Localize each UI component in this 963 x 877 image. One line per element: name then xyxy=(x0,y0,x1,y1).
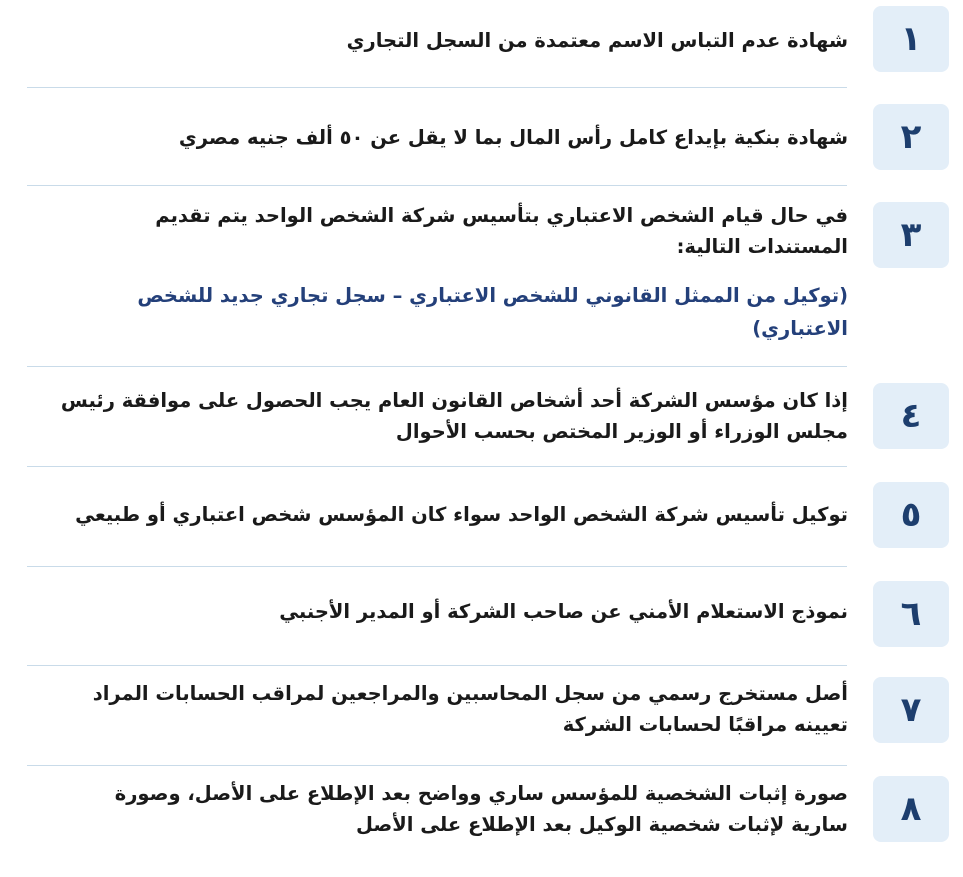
item-note-line: (توكيل من الممثل القانوني للشخص الاعتباري – سجل تجاري جديد للشخص xyxy=(137,284,848,307)
item-text xyxy=(18,678,848,740)
item-text xyxy=(18,385,848,447)
divider xyxy=(27,185,847,186)
item-text xyxy=(18,25,848,56)
item-text xyxy=(18,778,848,840)
item-text-line: سارية لإثبات شخصية الوكيل بعد الإطلاع على الأصل xyxy=(355,813,848,836)
item-text xyxy=(18,499,848,530)
divider xyxy=(27,366,847,367)
item-text-line: تعيينه مراقبًا لحسابات الشركة xyxy=(562,713,848,736)
divider xyxy=(27,87,847,88)
item-text-line: شهادة عدم التباس الاسم معتمدة من السجل التجاري xyxy=(346,29,848,52)
item-text-line: مجلس الوزراء أو الوزير المختص بحسب الأحوال xyxy=(395,420,848,443)
item-note-line: الاعتباري) xyxy=(752,317,848,340)
item-text xyxy=(18,200,848,262)
divider xyxy=(27,566,847,567)
divider xyxy=(27,466,847,467)
item-text-line: شهادة بنكية بإيداع كامل رأس المال بما لا يقل عن ٥٠ ألف جنيه مصري xyxy=(178,126,848,149)
item-number-badge: ٢ xyxy=(873,104,949,170)
item-number-badge: ٧ xyxy=(873,677,949,743)
item-text xyxy=(18,596,848,627)
item-number-badge: ٤ xyxy=(873,383,949,449)
item-text-line: صورة إثبات الشخصية للمؤسس ساري وواضح بعد الإطلاع على الأصل، وصورة xyxy=(114,782,848,805)
item-number-badge: ٥ xyxy=(873,482,949,548)
item-text-line: نموذج الاستعلام الأمني عن صاحب الشركة أو المدير الأجنبي xyxy=(279,600,848,623)
item-text-line: أصل مستخرج رسمي من سجل المحاسبين والمراجعين لمراقب الحسابات المراد xyxy=(92,682,848,705)
item-text xyxy=(18,122,848,153)
divider xyxy=(27,665,847,666)
item-text-line: توكيل تأسيس شركة الشخص الواحد سواء كان المؤسس شخص اعتباري أو طبيعي xyxy=(75,503,848,526)
item-number-badge: ٣ xyxy=(873,202,949,268)
divider xyxy=(27,765,847,766)
item-text-line: إذا كان مؤسس الشركة أحد أشخاص القانون العام يجب الحصول على موافقة رئيس xyxy=(60,389,848,412)
item-text-line: المستندات التالية: xyxy=(676,235,848,258)
item-number-badge: ٨ xyxy=(873,776,949,842)
item-number-badge: ٦ xyxy=(873,581,949,647)
item-number-badge: ١ xyxy=(873,6,949,72)
item-note xyxy=(18,279,848,345)
item-text-line: في حال قيام الشخص الاعتباري بتأسيس شركة الشخص الواحد يتم تقديم xyxy=(155,204,848,227)
